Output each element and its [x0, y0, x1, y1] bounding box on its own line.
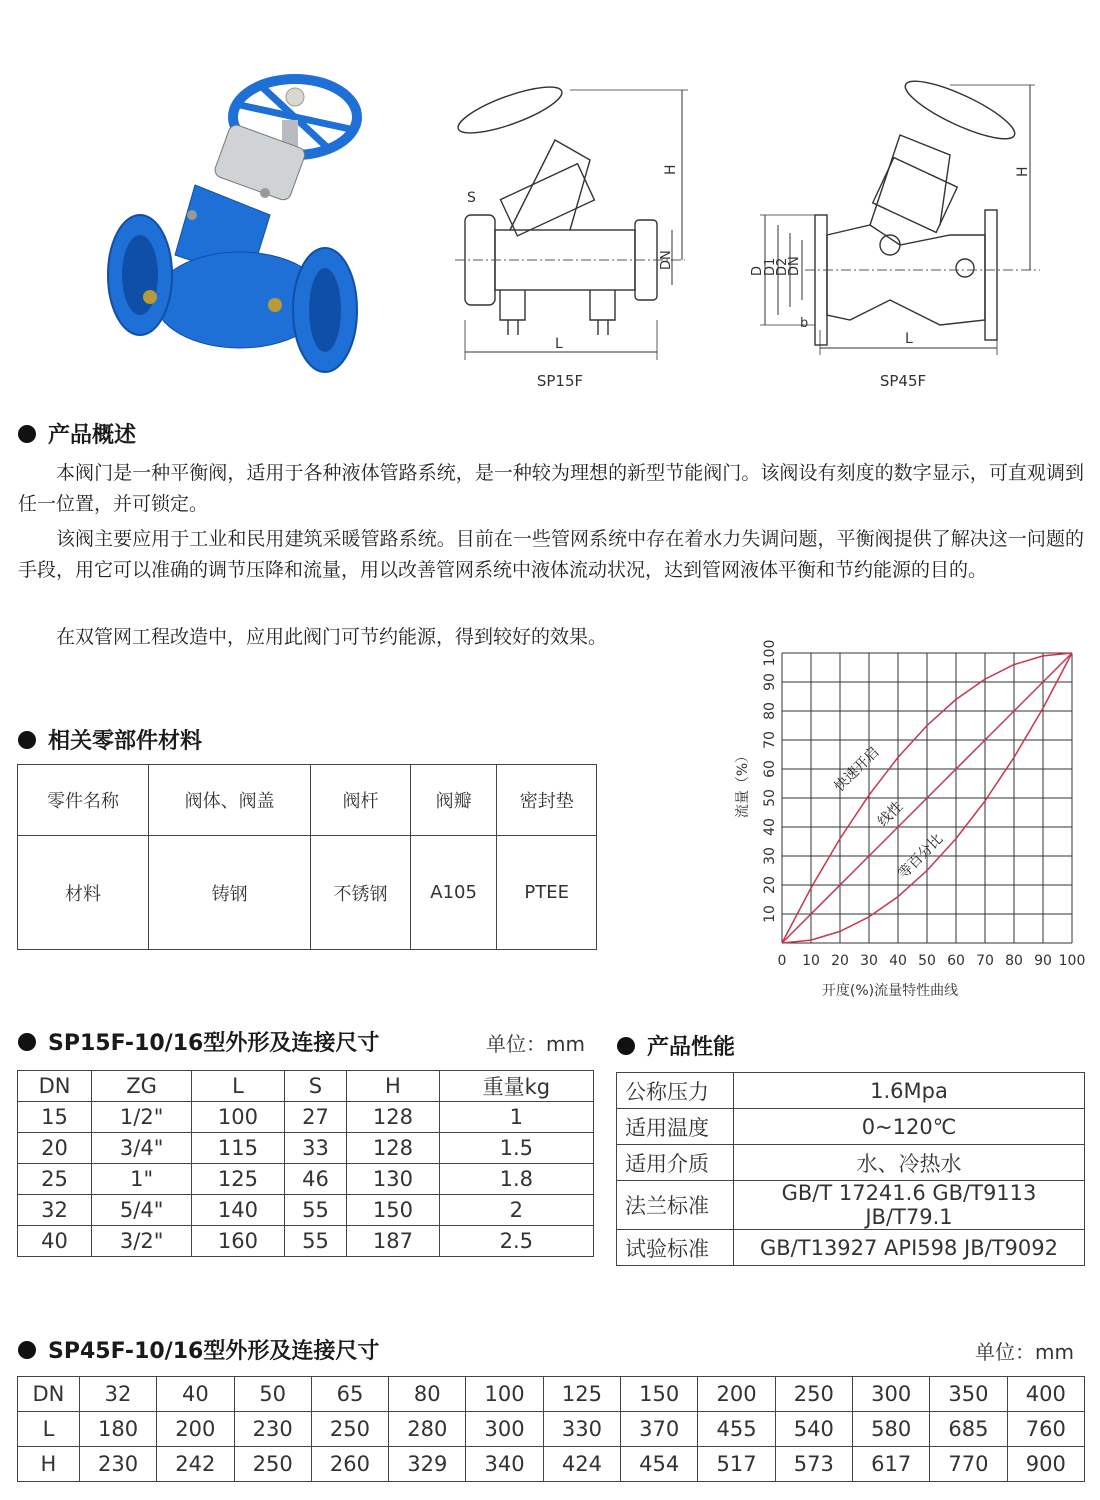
table-cell: 130 — [347, 1164, 440, 1195]
sp45-unit: 单位：mm — [975, 1340, 1074, 1364]
table-cell: 250 — [234, 1447, 311, 1482]
table-cell: 适用温度 — [617, 1109, 734, 1145]
table-cell: 329 — [389, 1447, 466, 1482]
sp15-header-row — [18, 1071, 594, 1102]
table-cell: 250 — [775, 1377, 852, 1412]
bullet-icon — [617, 1037, 635, 1055]
overview-paragraph-2: 该阀主要应用于工业和民用建筑采暖管路系统。目前在一些管网系统中存在着水力失调问题，平衡阀提供了解决这一问题的手段，用它可以准确的调节压降和流量，用以改善管网系统中液体流动状况，达到管网液体平衡和节约能源的目的。 — [18, 528, 1084, 581]
row-header-cell: H — [18, 1447, 80, 1482]
materials-cell: A105 — [410, 836, 497, 950]
materials-data-row — [18, 836, 597, 950]
x-tick-label: 0 — [777, 953, 787, 969]
table-cell: 900 — [1007, 1447, 1084, 1482]
materials-header-cell: 密封垫 — [497, 765, 597, 836]
table-cell: 水、冷热水 — [734, 1145, 1085, 1181]
table-cell: 100 — [466, 1377, 543, 1412]
table-cell: 517 — [698, 1447, 775, 1482]
y-tick-label: 40 — [762, 818, 778, 836]
table-row — [18, 1102, 594, 1133]
table-cell: 1/2" — [92, 1102, 192, 1133]
chart-x-label: 开度(%)流量特性曲线 — [821, 983, 959, 999]
table-cell: 200 — [698, 1377, 775, 1412]
table-cell: 50 — [234, 1377, 311, 1412]
table-cell: 试验标准 — [617, 1230, 734, 1266]
table-cell: 80 — [389, 1377, 466, 1412]
table-cell: 55 — [284, 1226, 346, 1257]
sp15-title: SP15F-10/16型外形及连接尺寸 — [48, 1031, 380, 1056]
table-cell: 400 — [1007, 1377, 1084, 1412]
overview-paragraph-3: 在双管网工程改造中，应用此阀门可节约能源，得到较好的效果。 — [56, 626, 608, 648]
table-row — [18, 1133, 594, 1164]
sp45f-label-d2: D2 — [775, 257, 790, 276]
sp45f-label-dn: DN — [787, 256, 802, 276]
sp15f-label-h: H — [663, 164, 679, 175]
sp15-table — [17, 1070, 594, 1257]
materials-header-cell: 阀瓣 — [410, 765, 497, 836]
sp45-title: SP45F-10/16型外形及连接尺寸 — [48, 1339, 380, 1364]
table-cell: 770 — [930, 1447, 1007, 1482]
table-cell: 540 — [775, 1412, 852, 1447]
materials-cell: 铸钢 — [148, 836, 310, 950]
table-cell: 580 — [853, 1412, 930, 1447]
sp15-header-cell: H — [347, 1071, 440, 1102]
table-cell: 250 — [311, 1412, 388, 1447]
x-tick-label: 70 — [976, 953, 994, 969]
sp15-header-cell: ZG — [92, 1071, 192, 1102]
table-cell: 2.5 — [439, 1226, 593, 1257]
flow-characteristic-chart — [725, 630, 1090, 1010]
sp15-header-cell: S — [284, 1071, 346, 1102]
materials-header-row — [18, 765, 597, 836]
table-cell: 55 — [284, 1195, 346, 1226]
table-row — [18, 1164, 594, 1195]
overview-paragraph-1: 本阀门是一种平衡阀，适用于各种液体管路系统，是一种较为理想的新型节能阀门。该阀设有刻度的数字显示，可直观调到任一位置，并可锁定。 — [18, 462, 1084, 515]
x-tick-label: 20 — [831, 953, 849, 969]
sp15-heading — [18, 1026, 379, 1057]
x-tick-label: 90 — [1034, 953, 1052, 969]
table-cell: 300 — [853, 1377, 930, 1412]
table-cell: 1.5 — [439, 1133, 593, 1164]
bullet-icon — [18, 1033, 36, 1051]
table-cell: 公称压力 — [617, 1073, 734, 1109]
materials-header-cell: 零件名称 — [18, 765, 149, 836]
table-cell: 128 — [347, 1133, 440, 1164]
x-tick-label: 30 — [860, 953, 878, 969]
table-cell: 25 — [18, 1164, 92, 1195]
table-cell: 160 — [192, 1226, 285, 1257]
table-cell: 760 — [1007, 1412, 1084, 1447]
table-cell: 46 — [284, 1164, 346, 1195]
y-tick-label: 20 — [762, 876, 778, 894]
table-row — [18, 1377, 1085, 1412]
materials-cell: 材料 — [18, 836, 149, 950]
table-cell: 573 — [775, 1447, 852, 1482]
overview-title: 产品概述 — [48, 423, 137, 448]
table-cell: 150 — [621, 1377, 698, 1412]
sp15-unit: 单位：mm — [486, 1032, 585, 1056]
table-cell: 1.6Mpa — [734, 1073, 1085, 1109]
sp15-header-cell: DN — [18, 1071, 92, 1102]
materials-cell: 不锈钢 — [311, 836, 411, 950]
table-cell: 33 — [284, 1133, 346, 1164]
table-cell: 0~120℃ — [734, 1109, 1085, 1145]
table-row — [18, 1447, 1085, 1482]
table-cell: 40 — [18, 1226, 92, 1257]
x-tick-label: 10 — [802, 953, 820, 969]
chart-y-label: 流量（%） — [735, 748, 751, 819]
table-row — [18, 1195, 594, 1226]
table-cell: 200 — [157, 1412, 234, 1447]
table-cell: 230 — [234, 1412, 311, 1447]
table-cell: 424 — [543, 1447, 620, 1482]
table-cell: 15 — [18, 1102, 92, 1133]
table-cell: 20 — [18, 1133, 92, 1164]
table-cell: 685 — [930, 1412, 1007, 1447]
table-cell: 27 — [284, 1102, 346, 1133]
performance-table — [616, 1072, 1085, 1266]
y-tick-label: 10 — [762, 905, 778, 923]
materials-table — [17, 764, 597, 950]
series-label-fast-open: 快速开启 — [831, 744, 883, 796]
bullet-icon — [18, 425, 36, 443]
table-cell: 140 — [192, 1195, 285, 1226]
table-cell: 370 — [621, 1412, 698, 1447]
sp45f-drawing — [750, 75, 1050, 365]
table-cell: 1 — [439, 1102, 593, 1133]
table-cell: 40 — [157, 1377, 234, 1412]
chart-x-ticks — [778, 953, 1086, 969]
table-cell: 300 — [466, 1412, 543, 1447]
valve-photo — [100, 65, 370, 380]
table-row — [18, 1412, 1085, 1447]
table-cell: 454 — [621, 1447, 698, 1482]
table-cell: 3/4" — [92, 1133, 192, 1164]
materials-heading — [18, 724, 202, 755]
table-cell: 330 — [543, 1412, 620, 1447]
row-header-cell: L — [18, 1412, 80, 1447]
sp15-header-cell: 重量kg — [439, 1071, 593, 1102]
table-cell: 1.8 — [439, 1164, 593, 1195]
table-cell: 187 — [347, 1226, 440, 1257]
y-tick-label: 50 — [762, 789, 778, 807]
y-tick-label: 80 — [762, 702, 778, 720]
table-cell: 350 — [930, 1377, 1007, 1412]
sp45f-caption: SP45F — [879, 372, 927, 390]
sp15f-caption: SP15F — [536, 372, 584, 390]
table-cell: 180 — [79, 1412, 156, 1447]
sp45f-label-d1: D1 — [763, 257, 778, 276]
table-cell: 适用介质 — [617, 1145, 734, 1181]
table-cell: 280 — [389, 1412, 466, 1447]
y-tick-label: 100 — [762, 639, 778, 667]
table-row — [617, 1145, 1085, 1181]
bullet-icon — [18, 731, 36, 749]
series-label-linear: 线性 — [875, 798, 907, 830]
materials-header-cell: 阀杆 — [311, 765, 411, 836]
sp15f-label-dn: DN — [659, 250, 674, 270]
table-cell: 128 — [347, 1102, 440, 1133]
sp45f-label-l: L — [905, 331, 913, 347]
table-row — [617, 1073, 1085, 1109]
table-cell: 115 — [192, 1133, 285, 1164]
table-cell: 32 — [79, 1377, 156, 1412]
performance-title: 产品性能 — [647, 1035, 736, 1060]
table-cell: 3/2" — [92, 1226, 192, 1257]
table-cell: GB/T 17241.6 GB/T9113 JB/T79.1 — [734, 1181, 1085, 1230]
table-cell: GB/T13927 API598 JB/T9092 — [734, 1230, 1085, 1266]
table-row — [617, 1181, 1085, 1230]
sp15f-drawing — [450, 80, 700, 370]
sp45f-label-d: D — [750, 265, 765, 276]
table-cell: 242 — [157, 1447, 234, 1482]
row-header-cell: DN — [18, 1377, 80, 1412]
table-cell: 65 — [311, 1377, 388, 1412]
performance-heading — [617, 1030, 735, 1061]
materials-cell: PTEE — [497, 836, 597, 950]
table-row — [617, 1109, 1085, 1145]
x-tick-label: 50 — [918, 953, 936, 969]
table-cell: 150 — [347, 1195, 440, 1226]
series-label-equal-percentage: 等百分比 — [895, 831, 947, 883]
sp45f-label-h: H — [1015, 166, 1031, 177]
x-tick-label: 80 — [1005, 953, 1023, 969]
y-tick-label: 70 — [762, 731, 778, 749]
table-cell: 125 — [543, 1377, 620, 1412]
x-tick-label: 40 — [889, 953, 907, 969]
sp15f-label-l: L — [555, 336, 563, 352]
table-cell: 2 — [439, 1195, 593, 1226]
bullet-icon — [18, 1341, 36, 1359]
table-cell: 法兰标准 — [617, 1181, 734, 1230]
materials-header-cell: 阀体、阀盖 — [148, 765, 310, 836]
table-cell: 455 — [698, 1412, 775, 1447]
table-cell: 125 — [192, 1164, 285, 1195]
sp45-table — [17, 1376, 1085, 1482]
table-cell: 230 — [79, 1447, 156, 1482]
table-cell: 1" — [92, 1164, 192, 1195]
table-row — [18, 1226, 594, 1257]
y-tick-label: 30 — [762, 847, 778, 865]
materials-title: 相关零部件材料 — [48, 729, 203, 754]
sp15-header-cell: L — [192, 1071, 285, 1102]
table-cell: 617 — [853, 1447, 930, 1482]
sp15f-label-s: S — [467, 190, 476, 206]
table-cell: 260 — [311, 1447, 388, 1482]
table-cell: 32 — [18, 1195, 92, 1226]
table-cell: 100 — [192, 1102, 285, 1133]
y-tick-label: 60 — [762, 760, 778, 778]
sp45-heading — [18, 1334, 379, 1365]
x-tick-label: 100 — [1058, 953, 1086, 969]
overview-heading — [18, 418, 136, 449]
sp45f-label-b: b — [800, 316, 809, 331]
chart-y-ticks — [762, 640, 778, 923]
y-tick-label: 90 — [762, 673, 778, 691]
table-cell: 5/4" — [92, 1195, 192, 1226]
x-tick-label: 60 — [947, 953, 965, 969]
table-cell: 340 — [466, 1447, 543, 1482]
table-row — [617, 1230, 1085, 1266]
